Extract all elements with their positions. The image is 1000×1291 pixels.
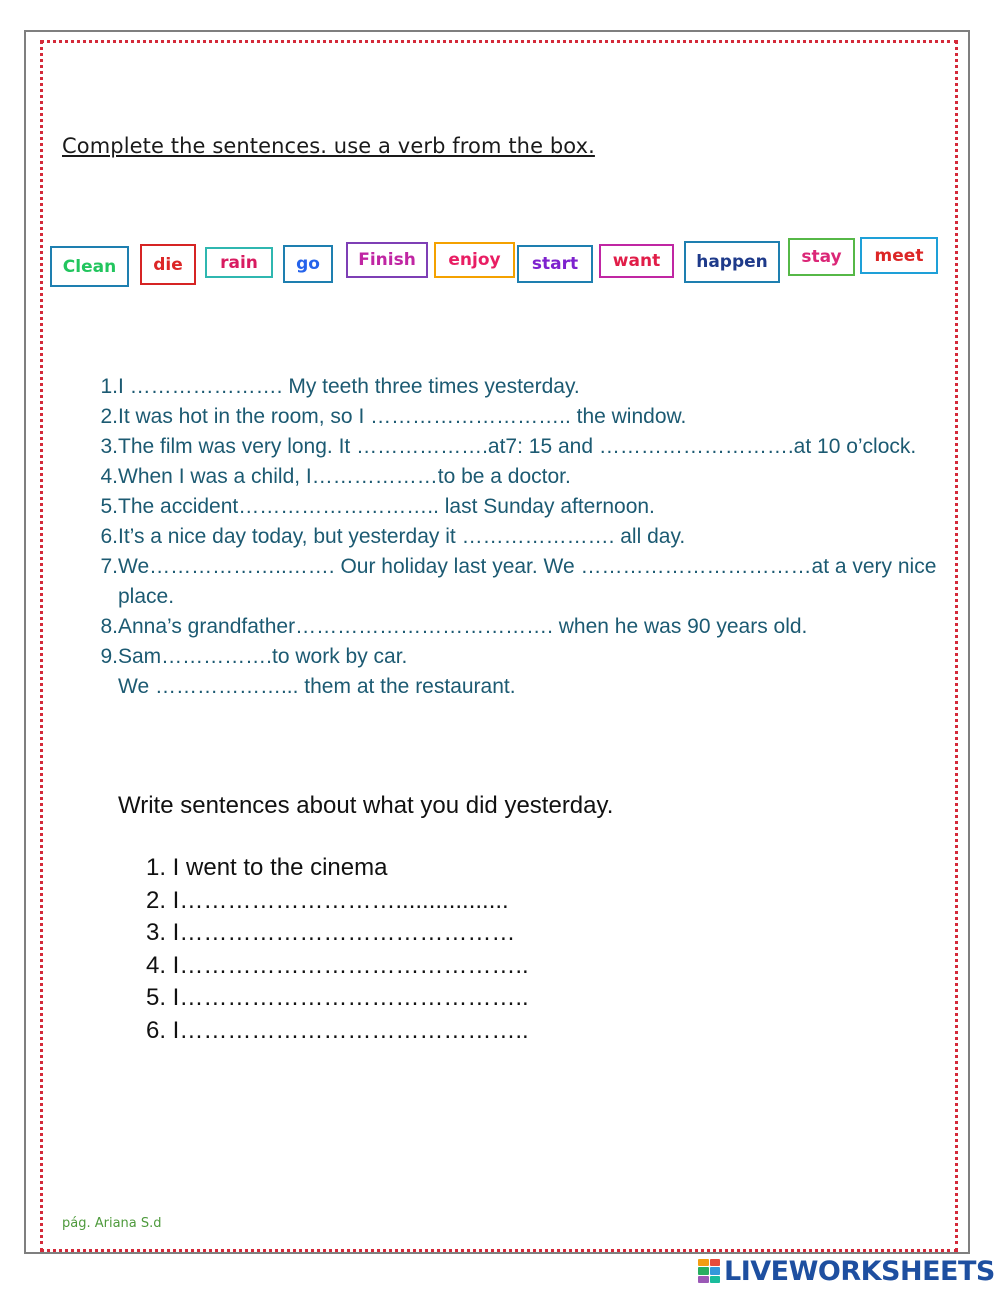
word-box-die[interactable] (140, 244, 196, 285)
write-line[interactable]: 2. I………………………................. (146, 886, 509, 914)
exercise-item (84, 372, 944, 402)
logo-block (698, 1259, 709, 1266)
word-label: die (153, 254, 183, 275)
word-box-go[interactable] (283, 245, 333, 283)
exercise-item (84, 552, 944, 582)
item-text: It was hot in the room, so I ……………………….. the window. (118, 405, 687, 428)
exercise-item (84, 432, 944, 462)
exercise-item (84, 642, 944, 672)
word-box-start[interactable] (517, 245, 593, 283)
section-title: Write sentences about what you did yesterday. (118, 792, 614, 819)
item-text: The film was very long. It ……………….at7: 15 and ……………………….at 10 o’clock. (118, 435, 917, 458)
word-label: start (531, 254, 579, 274)
item-text: Sam…………….to work by car. (118, 645, 408, 668)
item-text: It’s a nice day today, but yesterday it …………………. all day. (118, 525, 686, 548)
write-line: 1. I went to the cinema (146, 854, 388, 881)
exercise-item (84, 402, 944, 432)
item-number: 9. (100, 645, 118, 668)
item-text: The accident……………………….. last Sunday afternoon. (118, 495, 655, 518)
logo-block (710, 1259, 721, 1266)
word-label: stay (801, 247, 842, 267)
exercise-item-continuation (84, 582, 944, 612)
item-number (84, 672, 118, 702)
brand-name: LIVEWORKSHEETS (724, 1255, 995, 1287)
word-box-want[interactable] (599, 244, 674, 278)
item-text: I …………………. My teeth three times yesterday. (118, 375, 580, 398)
logo-block (710, 1276, 721, 1283)
word-box-stay[interactable] (788, 238, 855, 276)
word-label: Finish (358, 250, 416, 270)
item-number: 4. (100, 465, 118, 488)
item-number: 2. (100, 405, 118, 428)
item-number: 7. (100, 555, 118, 578)
liveworksheets-brand[interactable] (698, 1256, 995, 1286)
exercise-item (84, 522, 944, 552)
word-box-finish[interactable] (346, 242, 428, 278)
footer-note: pág. Ariana S.d (62, 1216, 162, 1231)
write-line[interactable]: 6. I…………………………………….. (146, 1016, 529, 1044)
write-line[interactable]: 3. I…………………………………… (146, 919, 516, 946)
item-number: 1. (100, 375, 118, 398)
item-number: 6. (100, 525, 118, 548)
exercise-list (84, 372, 944, 702)
exercise-item (84, 462, 944, 492)
exercise-item (84, 492, 944, 522)
exercise-item (84, 612, 944, 642)
write-line[interactable]: 5. I…………………………………….. (146, 984, 529, 1011)
write-line[interactable]: 4. I…………………………………….. (146, 951, 529, 979)
item-text: We ………………... them at the restaurant. (118, 675, 516, 698)
worksheet-title: Complete the sentences. use a verb from the box. (62, 134, 595, 158)
logo-block (698, 1276, 709, 1283)
item-text: When I was a child, I………………to be a doctor. (118, 465, 571, 488)
logo-block (698, 1267, 709, 1274)
word-box-enjoy[interactable] (434, 242, 515, 278)
item-number: 8. (100, 615, 118, 638)
item-number: 5. (100, 495, 118, 518)
word-label: want (612, 251, 661, 271)
word-label: happen (696, 252, 768, 272)
write-list (146, 852, 529, 1047)
word-box-happen[interactable] (684, 241, 780, 283)
item-text: We………………..……. Our holiday last year. We ……………………………at a very nice (118, 555, 937, 578)
logo-block (710, 1267, 721, 1274)
word-label: Clean (62, 256, 117, 277)
item-text: place. (118, 585, 175, 608)
liveworksheets-logo-icon (698, 1259, 720, 1283)
exercise-item-continuation (84, 672, 944, 702)
word-box-clean[interactable] (50, 246, 129, 287)
word-box-rain[interactable] (205, 247, 273, 278)
word-label: go (296, 254, 320, 274)
item-text: Anna’s grandfather………………………………. when he was 90 years old. (118, 615, 808, 638)
word-label: enjoy (448, 250, 501, 270)
word-label: rain (220, 252, 258, 273)
item-number (84, 582, 118, 612)
word-box-meet[interactable] (860, 237, 938, 274)
item-number: 3. (100, 435, 118, 458)
word-label: meet (874, 245, 924, 266)
